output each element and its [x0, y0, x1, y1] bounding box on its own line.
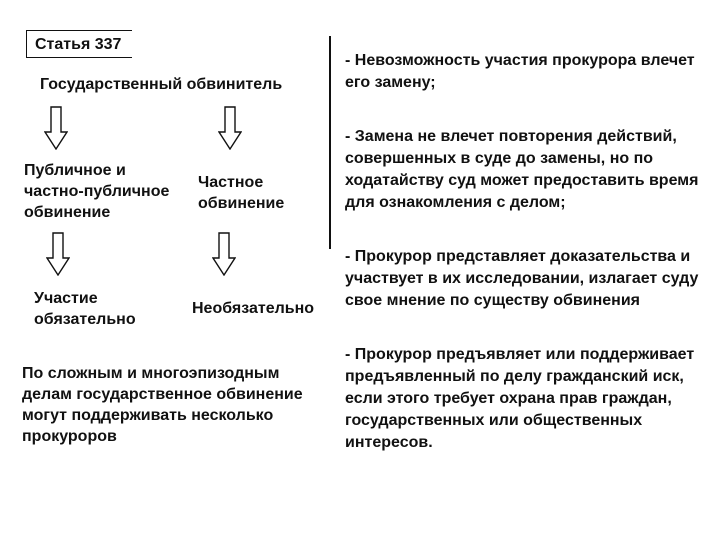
rule-evidence: - Прокурор представляет доказательства и участвует в их исследовании, излагает суду свое мнение по существу обвинения	[345, 248, 699, 309]
down-arrow-icon-private	[218, 106, 242, 150]
down-arrow-icon-mandatory	[46, 232, 70, 276]
down-arrow-icon-optional	[212, 232, 236, 276]
article-title: Статья 337	[26, 30, 132, 58]
rule-replacement: - Невозможность участия прокурора влечет его замену;	[345, 52, 695, 91]
public-prosecution-label: Публичное и частно-публичное обвинение	[24, 162, 170, 221]
participation-mandatory-label: Участие обязательно	[34, 290, 136, 328]
optional-label: Необязательно	[192, 300, 315, 317]
complex-cases-note: По сложным и многоэпизодным делам государственное обвинение могут поддерживать несколько прокуроров	[22, 365, 303, 445]
vertical-divider	[329, 36, 331, 249]
private-prosecution-label: Частное обвинение	[198, 174, 285, 212]
state-prosecutor-heading: Государственный обвинитель	[40, 76, 283, 93]
down-arrow-icon-public	[44, 106, 68, 150]
rule-civil-claim: - Прокурор предъявляет или поддерживает предъявленный по делу гражданский иск, если этого требует охрана прав граждан, государственных или общественных интересов.	[345, 346, 695, 451]
rule-no-repeat: - Замена не влечет повторения действий, совершенных в суде до замены, но по ходатайству суд может предоставить время для ознакомления с делом;	[345, 128, 699, 211]
